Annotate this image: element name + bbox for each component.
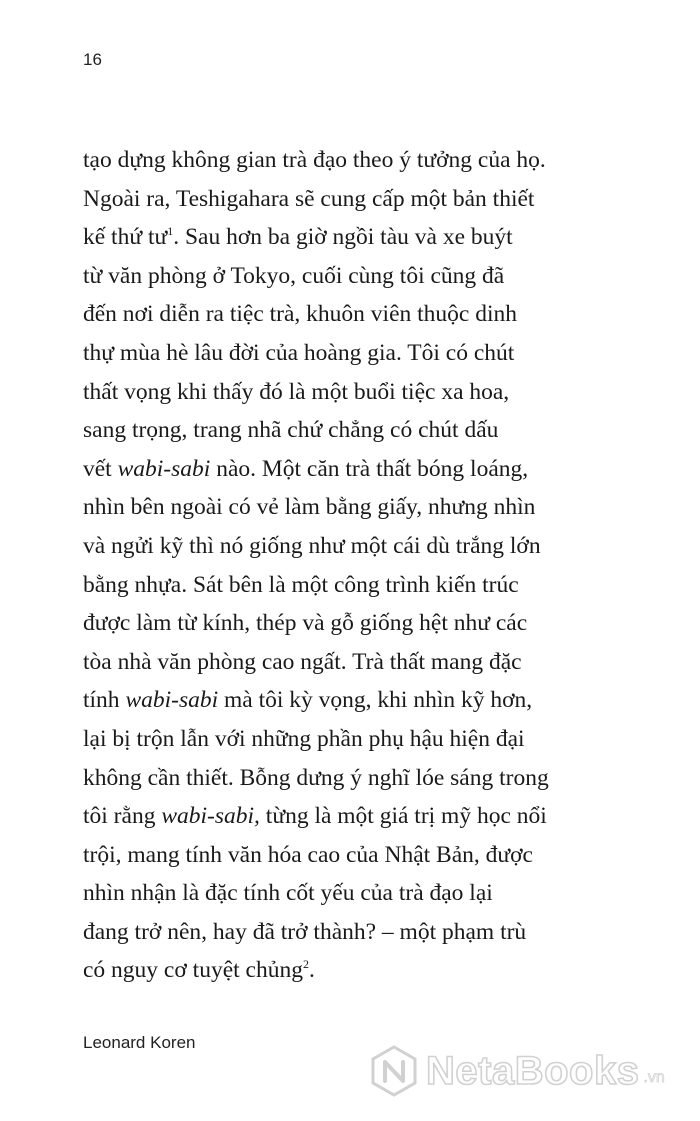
text-line [83,373,643,412]
text-run: kế thứ tư [83,224,168,251]
text-line [83,874,643,913]
text-line [83,295,643,334]
text-line [83,797,643,836]
text-run: tòa nhà văn phòng cao ngất. Trà thất mang đặc [83,648,522,675]
text-run: đang trở nên, hay đã trở thành? – một phạm trù [83,918,527,945]
text-run: bằng nhựa. Sát bên là một công trình kiến trúc [83,571,519,598]
text-run: có nguy cơ tuyệt chủng [83,957,303,984]
footer-author: Leonard Koren [83,1033,196,1052]
watermark-brand: NetaBooks [426,1048,640,1093]
text-line [83,257,643,296]
text-run: trội, mang tính văn hóa cao của Nhật Bản, được [83,841,533,868]
text-run: từng là một giá trị mỹ học nổi [259,803,547,830]
text-run: sang trọng, trang nhã chứ chẳng có chút dấu [83,417,499,444]
text-line [83,604,643,643]
text-line [83,527,643,566]
text-run: được làm từ kính, thép và gỗ giống hệt như các [83,610,528,637]
text-line [83,334,643,373]
italic-term: wabi-sabi [117,455,211,482]
text-run: . Sau hơn ba giờ ngồi tàu và xe buýt [173,224,513,251]
text-line [83,218,643,257]
text-line [83,720,643,759]
text-run: . [308,957,315,984]
text-run: từ văn phòng ở Tokyo, cuối cùng tôi cũng đã [83,262,505,289]
text-run: tôi rằng [83,803,162,830]
text-run: đến nơi diễn ra tiệc trà, khuôn viên thuộc dinh [83,301,518,328]
page-number: 16 [83,50,102,69]
text-run: thất vọng khi thấy đó là một buổi tiệc xa hoa, [83,378,510,405]
text-line [83,836,643,875]
text-run: nhìn nhận là đặc tính cốt yếu của trà đạo lại [83,880,493,907]
text-run: tính [83,687,126,714]
watermark-suffix: .vn [643,1069,665,1086]
text-line [83,643,643,682]
text-run: không cần thiết. Bỗng dưng ý nghĩ lóe sáng trong [83,764,549,791]
text-run: nhìn bên ngoài có vẻ làm bằng giấy, nhưng nhìn [83,494,536,521]
body-paragraph [83,141,643,990]
text-run: lại bị trộn lẫn với những phần phụ hậu hiện đại [83,725,525,752]
text-run: mà tôi kỳ vọng, khi nhìn kỹ hơn, [218,687,533,714]
text-line [83,759,643,798]
watermark [368,1045,665,1097]
text-line [83,411,643,450]
text-line [83,180,643,219]
text-run: tạo dựng không gian trà đạo theo ý tưởng của họ. [83,147,546,173]
text-run: nào. Một căn trà thất bóng loáng, [210,455,529,482]
text-line [83,681,643,720]
text-run: vết [83,455,118,482]
text-line [83,913,643,952]
text-line [83,488,643,527]
netabooks-logo-icon [368,1045,420,1097]
text-line [83,141,643,180]
text-run: thự mùa hè lâu đời của hoàng gia. Tôi có chút [83,339,515,366]
text-line [83,566,643,605]
text-line [83,951,643,990]
text-run: và ngửi kỹ thì nó giống như một cái dù trắng lớn [83,532,541,559]
italic-term: wabi-sabi [125,687,219,714]
footnote-marker: 1 [167,224,174,239]
footnote-marker: 2 [302,957,309,972]
text-run: Ngoài ra, Teshigahara sẽ cung cấp một bản thiết [83,185,535,212]
italic-term: wabi-sabi, [161,803,260,830]
text-line [83,450,643,489]
